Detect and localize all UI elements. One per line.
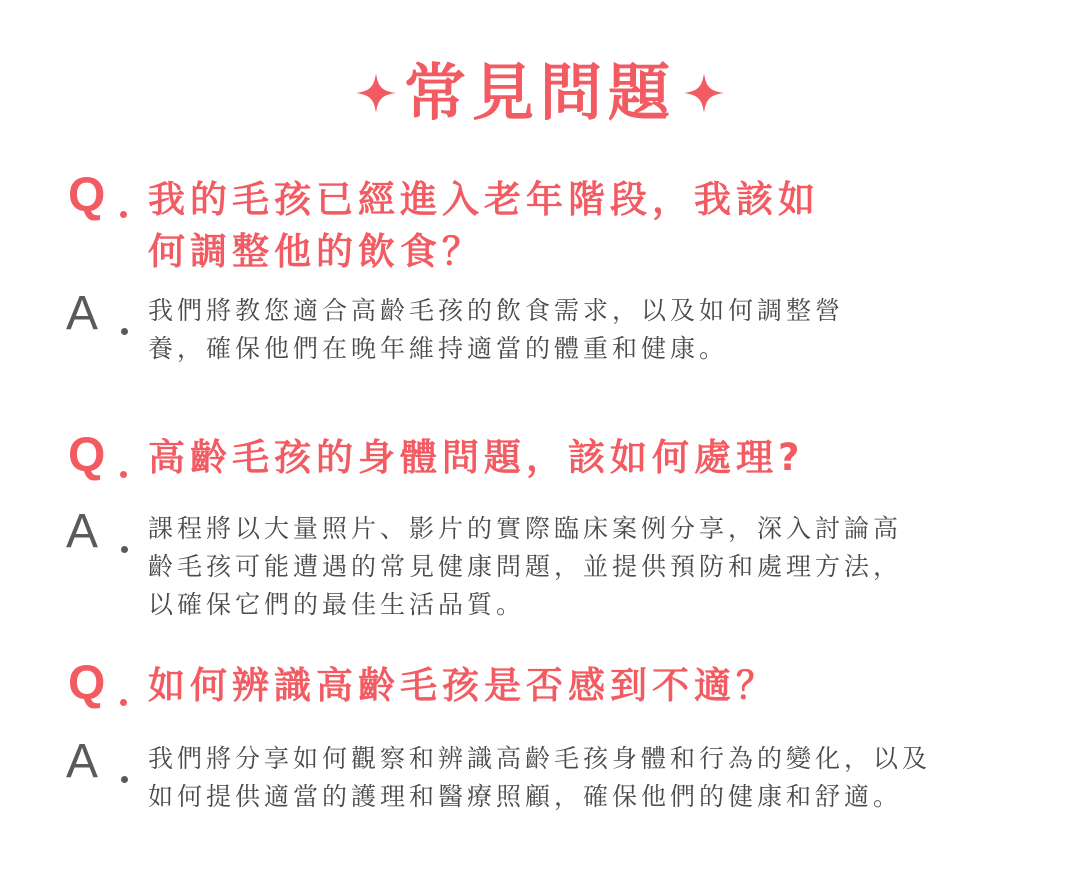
answer-line: 我們將教您適合高齡毛孩的飲食需求，以及如何調整營: [148, 296, 845, 325]
question-text: [148, 432, 908, 484]
answer-line: 我們將分享如何觀察和辨識高齡毛孩身體和行為的變化，以及: [148, 744, 932, 773]
question-dot: [120, 211, 127, 218]
page-title-row: [0, 58, 1080, 128]
answer-line: 如何提供適當的護理和醫療照顧，確保他們的健康和舒適。: [148, 782, 903, 811]
question-text: [148, 660, 908, 712]
sparkle-star-icon: [354, 71, 398, 115]
answer-text: [148, 510, 968, 624]
answer-mark-letter: A: [66, 287, 99, 340]
answer-line: 養，確保他們在晚年維持適當的體重和健康。: [148, 334, 729, 363]
answer-dot: [121, 776, 128, 783]
question-mark-letter: Q: [68, 429, 106, 482]
question-line: 高齡毛孩的身體問題，該如何處理?: [148, 436, 805, 479]
question-line: 如何辨識高齡毛孩是否感到不適？: [148, 664, 778, 707]
answer-mark-letter: A: [66, 735, 99, 788]
question-mark-letter: Q: [68, 657, 106, 710]
question-line: 我的毛孩已經進入老年階段，我該如: [148, 178, 820, 221]
answer-mark-letter: A: [66, 505, 99, 558]
answer-line: 課程將以大量照片、影片的實際臨床案例分享，深入討論高: [148, 514, 903, 543]
sparkle-star-icon: [682, 71, 726, 115]
answer-line: 齡毛孩可能遭遇的常見健康問題，並提供預防和處理方法，: [148, 552, 903, 581]
answer-text: [148, 740, 968, 816]
question-text: [148, 174, 908, 278]
answer-dot: [121, 328, 128, 335]
answer-dot: [121, 546, 128, 553]
question-dot: [120, 699, 127, 706]
page-title: 常見問題: [403, 56, 676, 129]
question-line: 何調整他的飲食？: [148, 230, 484, 273]
answer-line: 以確保它們的最佳生活品質。: [148, 590, 526, 619]
question-mark-letter: Q: [68, 169, 106, 222]
question-dot: [120, 471, 127, 478]
answer-text: [148, 292, 968, 368]
